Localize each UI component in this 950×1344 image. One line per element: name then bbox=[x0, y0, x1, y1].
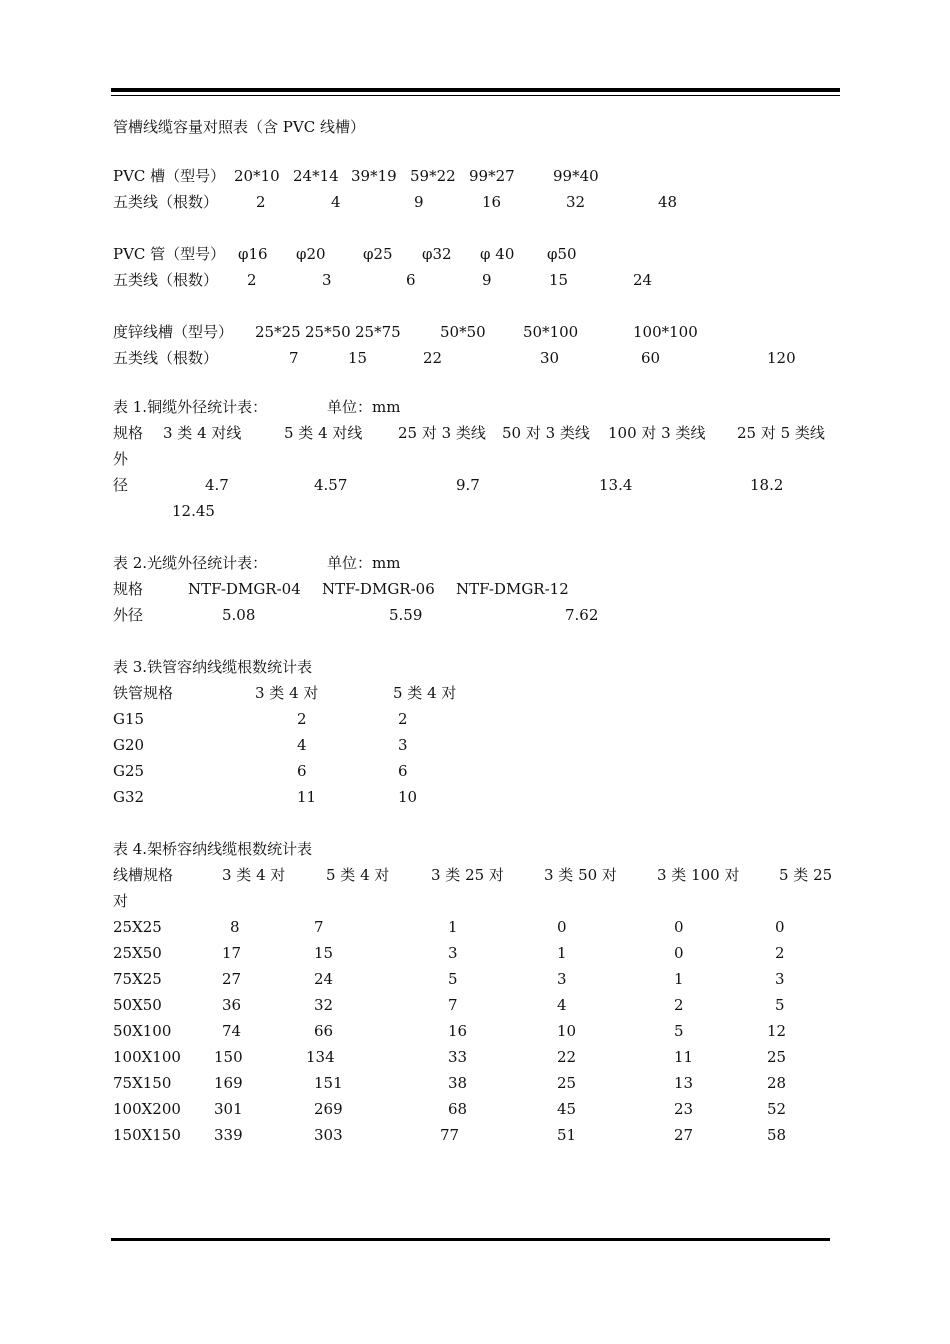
table3-cell: 10 bbox=[398, 788, 418, 806]
pvc-pipe-count-label: 五类线（根数） bbox=[113, 271, 219, 289]
table1-title: 表 1.铜缆外径统计表： bbox=[113, 398, 268, 416]
table1-header: 25 对 5 类线 bbox=[737, 424, 825, 442]
galv-channel-cell: 25*75 bbox=[355, 323, 401, 341]
table1-header: 50 对 3 类线 bbox=[502, 424, 590, 442]
pvc-channel-count: 32 bbox=[566, 193, 586, 211]
pvc-pipe-cell: φ16 bbox=[238, 245, 268, 263]
table4-cell: 38 bbox=[448, 1074, 468, 1092]
table4-cell: 0 bbox=[775, 918, 785, 936]
table4-cell: 17 bbox=[222, 944, 242, 962]
table4-cell: 134 bbox=[306, 1048, 335, 1066]
table4-cell: 52 bbox=[767, 1100, 787, 1118]
table4-cell: 77 bbox=[440, 1126, 460, 1144]
table4-cell: 7 bbox=[448, 996, 458, 1014]
table1-value: 4.57 bbox=[314, 476, 348, 494]
table3-cell: G20 bbox=[113, 736, 145, 754]
table4-cell: 32 bbox=[314, 996, 334, 1014]
table4-cell: 25X25 bbox=[113, 918, 162, 936]
table3-cell: 3 bbox=[398, 736, 408, 754]
pvc-pipe-cell: φ 40 bbox=[480, 245, 515, 263]
table4-header: 3 类 100 对 bbox=[657, 866, 740, 884]
table4-cell: 75X25 bbox=[113, 970, 162, 988]
pvc-channel-cell: 20*10 bbox=[234, 167, 280, 185]
table4-header: 5 类 4 对 bbox=[326, 866, 390, 884]
header-rule-thin bbox=[111, 95, 840, 96]
pvc-channel-cell: 24*14 bbox=[293, 167, 339, 185]
table1-value: 13.4 bbox=[599, 476, 633, 494]
table1-spec-label: 规格 bbox=[113, 424, 144, 442]
table4-cell: 150X150 bbox=[113, 1126, 181, 1144]
table4-cell: 66 bbox=[314, 1022, 334, 1040]
table2-header: NTF-DMGR-04 bbox=[188, 580, 301, 598]
pvc-channel-count: 16 bbox=[482, 193, 502, 211]
pvc-pipe-count: 6 bbox=[406, 271, 416, 289]
table4-title: 表 4.架桥容纳线缆根数统计表 bbox=[113, 840, 313, 858]
table4-cell: 24 bbox=[314, 970, 334, 988]
table4-cell: 2 bbox=[775, 944, 785, 962]
table4-cell: 12 bbox=[767, 1022, 787, 1040]
pvc-pipe-cell: φ50 bbox=[547, 245, 577, 263]
table4-cell: 3 bbox=[775, 970, 785, 988]
table4-header: 5 类 25 bbox=[779, 866, 833, 884]
pvc-pipe-label: PVC 管（型号） bbox=[113, 245, 226, 263]
galv-channel-count: 7 bbox=[289, 349, 299, 367]
pvc-pipe-cell: φ20 bbox=[296, 245, 326, 263]
table4-header: 3 类 25 对 bbox=[431, 866, 504, 884]
table4-cell: 1 bbox=[674, 970, 684, 988]
table4-cell: 36 bbox=[222, 996, 242, 1014]
table4-cell: 50X100 bbox=[113, 1022, 172, 1040]
table4-cell: 7 bbox=[314, 918, 324, 936]
table2-header: NTF-DMGR-06 bbox=[322, 580, 435, 598]
table4-cell: 4 bbox=[557, 996, 567, 1014]
table1-header: 25 对 3 类线 bbox=[398, 424, 486, 442]
pvc-channel-count: 9 bbox=[414, 193, 424, 211]
pvc-pipe-count: 15 bbox=[549, 271, 569, 289]
table2-spec-label: 规格 bbox=[113, 580, 144, 598]
table4-cell: 15 bbox=[314, 944, 334, 962]
galv-channel-count: 15 bbox=[348, 349, 368, 367]
table4-cell: 68 bbox=[448, 1100, 468, 1118]
pvc-channel-count: 2 bbox=[256, 193, 266, 211]
table4-cell: 28 bbox=[767, 1074, 787, 1092]
table4-cell: 0 bbox=[674, 918, 684, 936]
galv-channel-cell: 25*25 bbox=[255, 323, 301, 341]
table3-header: 铁管规格 bbox=[113, 684, 174, 702]
table4-header-wrap: 对 bbox=[113, 892, 129, 910]
galv-channel-count: 120 bbox=[767, 349, 796, 367]
table1-od-label-wrap: 外 bbox=[113, 450, 129, 468]
table4-cell: 74 bbox=[222, 1022, 242, 1040]
table4-cell: 301 bbox=[214, 1100, 243, 1118]
galv-channel-cell: 50*100 bbox=[523, 323, 579, 341]
table4-cell: 100X200 bbox=[113, 1100, 181, 1118]
table4-cell: 33 bbox=[448, 1048, 468, 1066]
table4-cell: 151 bbox=[314, 1074, 343, 1092]
galv-channel-count: 22 bbox=[423, 349, 443, 367]
table1-value: 4.7 bbox=[205, 476, 229, 494]
galv-channel-count: 30 bbox=[540, 349, 560, 367]
table2-title: 表 2.光缆外径统计表： bbox=[113, 554, 268, 572]
table4-cell: 100X100 bbox=[113, 1048, 181, 1066]
table4-cell: 27 bbox=[222, 970, 242, 988]
pvc-pipe-count: 24 bbox=[633, 271, 653, 289]
table2-unit: 单位：mm bbox=[327, 554, 401, 572]
pvc-pipe-cell: φ32 bbox=[422, 245, 452, 263]
table1-header: 100 对 3 类线 bbox=[608, 424, 706, 442]
pvc-pipe-count: 3 bbox=[322, 271, 332, 289]
table4-cell: 23 bbox=[674, 1100, 694, 1118]
table3-cell: 4 bbox=[297, 736, 307, 754]
table1-od-label: 径 bbox=[113, 476, 129, 494]
table4-cell: 45 bbox=[557, 1100, 577, 1118]
table3-cell: G25 bbox=[113, 762, 145, 780]
table4-header: 线槽规格 bbox=[113, 866, 174, 884]
table2-od-label: 外径 bbox=[113, 606, 144, 624]
table4-cell: 11 bbox=[674, 1048, 694, 1066]
table4-cell: 25 bbox=[557, 1074, 577, 1092]
pvc-channel-cell: 59*22 bbox=[410, 167, 456, 185]
table4-cell: 27 bbox=[674, 1126, 694, 1144]
table4-cell: 339 bbox=[214, 1126, 243, 1144]
galv-channel-cell: 100*100 bbox=[633, 323, 698, 341]
table3-header: 5 类 4 对 bbox=[393, 684, 457, 702]
table2-value: 5.59 bbox=[389, 606, 423, 624]
table1-header: 3 类 4 对线 bbox=[163, 424, 242, 442]
table4-cell: 22 bbox=[557, 1048, 577, 1066]
table3-cell: 6 bbox=[297, 762, 307, 780]
table2-value: 7.62 bbox=[565, 606, 599, 624]
footer-rule bbox=[111, 1238, 830, 1241]
table4-cell: 303 bbox=[314, 1126, 343, 1144]
table3-header: 3 类 4 对 bbox=[255, 684, 319, 702]
table2-header: NTF-DMGR-12 bbox=[456, 580, 569, 598]
table3-cell: G32 bbox=[113, 788, 145, 806]
pvc-channel-label: PVC 槽（型号） bbox=[113, 167, 226, 185]
pvc-pipe-count: 9 bbox=[482, 271, 492, 289]
table3-title: 表 3.铁管容纳线缆根数统计表 bbox=[113, 658, 313, 676]
table4-cell: 3 bbox=[448, 944, 458, 962]
table4-header: 3 类 50 对 bbox=[544, 866, 617, 884]
table4-cell: 3 bbox=[557, 970, 567, 988]
table4-cell: 25 bbox=[767, 1048, 787, 1066]
table3-cell: 11 bbox=[297, 788, 317, 806]
header-rule-thick bbox=[111, 88, 840, 92]
table3-cell: 2 bbox=[398, 710, 408, 728]
table1-value: 9.7 bbox=[456, 476, 480, 494]
galv-channel-label: 度锌线槽（型号） bbox=[113, 323, 234, 341]
table4-header: 3 类 4 对 bbox=[222, 866, 286, 884]
pvc-channel-cell: 39*19 bbox=[351, 167, 397, 185]
table4-cell: 51 bbox=[557, 1126, 577, 1144]
table1-value: 18.2 bbox=[750, 476, 784, 494]
table4-cell: 50X50 bbox=[113, 996, 162, 1014]
table4-cell: 5 bbox=[448, 970, 458, 988]
table3-cell: 2 bbox=[297, 710, 307, 728]
table4-cell: 1 bbox=[557, 944, 567, 962]
table4-cell: 25X50 bbox=[113, 944, 162, 962]
table3-cell: 6 bbox=[398, 762, 408, 780]
table4-cell: 269 bbox=[314, 1100, 343, 1118]
table1-header: 5 类 4 对线 bbox=[284, 424, 363, 442]
table4-cell: 13 bbox=[674, 1074, 694, 1092]
table1-unit: 单位：mm bbox=[327, 398, 401, 416]
table4-cell: 169 bbox=[214, 1074, 243, 1092]
table4-cell: 10 bbox=[557, 1022, 577, 1040]
pvc-pipe-count: 2 bbox=[247, 271, 257, 289]
table4-cell: 1 bbox=[448, 918, 458, 936]
pvc-channel-count: 4 bbox=[331, 193, 341, 211]
page-title: 管槽线缆容量对照表（含 PVC 线槽） bbox=[113, 118, 365, 136]
galv-channel-cell: 25*50 bbox=[305, 323, 351, 341]
table4-cell: 58 bbox=[767, 1126, 787, 1144]
table4-cell: 2 bbox=[674, 996, 684, 1014]
table4-cell: 5 bbox=[674, 1022, 684, 1040]
table1-value: 12.45 bbox=[172, 502, 215, 520]
table4-cell: 8 bbox=[230, 918, 240, 936]
table2-value: 5.08 bbox=[222, 606, 256, 624]
pvc-channel-count-label: 五类线（根数） bbox=[113, 193, 219, 211]
table4-cell: 150 bbox=[214, 1048, 243, 1066]
pvc-channel-count: 48 bbox=[658, 193, 678, 211]
pvc-channel-cell: 99*40 bbox=[553, 167, 599, 185]
table4-cell: 75X150 bbox=[113, 1074, 172, 1092]
table4-cell: 0 bbox=[674, 944, 684, 962]
table4-cell: 16 bbox=[448, 1022, 468, 1040]
table4-cell: 0 bbox=[557, 918, 567, 936]
galv-channel-count-label: 五类线（根数） bbox=[113, 349, 219, 367]
galv-channel-count: 60 bbox=[641, 349, 661, 367]
pvc-channel-cell: 99*27 bbox=[469, 167, 515, 185]
pvc-pipe-cell: φ25 bbox=[363, 245, 393, 263]
table3-cell: G15 bbox=[113, 710, 145, 728]
table4-cell: 5 bbox=[775, 996, 785, 1014]
galv-channel-cell: 50*50 bbox=[440, 323, 486, 341]
